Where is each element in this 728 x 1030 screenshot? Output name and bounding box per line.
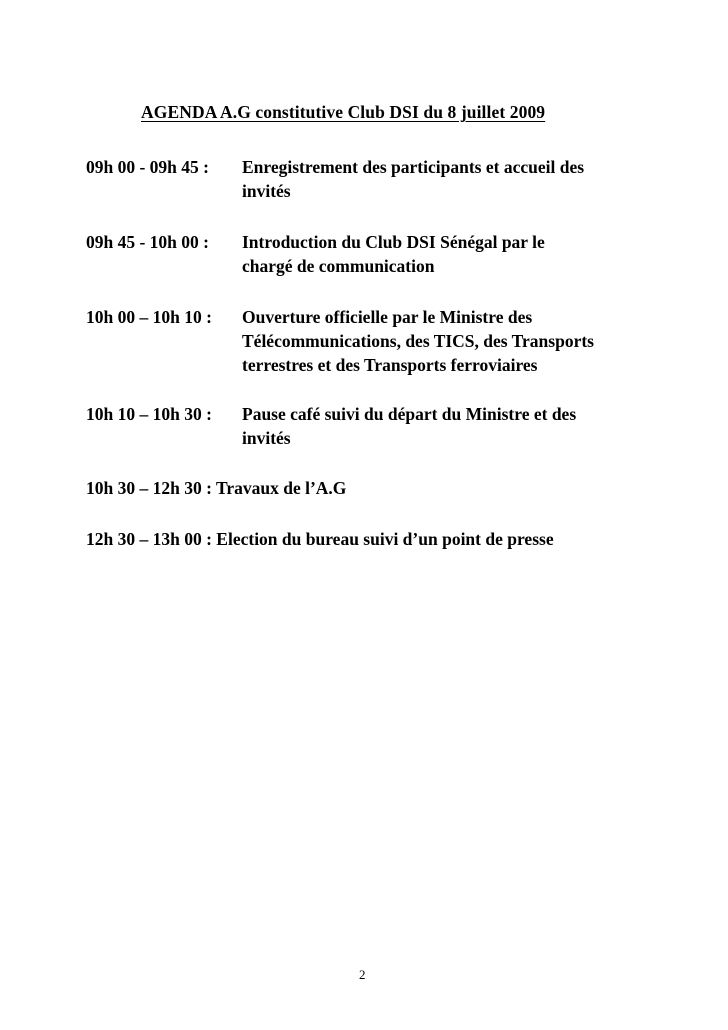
agenda-description <box>242 155 662 203</box>
agenda-line: Télécommunications, des TICS, des Transports <box>242 331 594 351</box>
agenda-line: invités <box>242 428 291 448</box>
agenda-description: Election du bureau suivi d’un point de presse <box>216 529 554 549</box>
agenda-description <box>242 230 662 278</box>
agenda-time: 10h 30 – 12h 30 : <box>86 478 212 498</box>
agenda-line: Ouverture officielle par le Ministre des <box>242 307 533 327</box>
agenda-time: 10h 10 – 10h 30 : <box>86 404 212 424</box>
agenda-line: invités <box>242 181 291 201</box>
agenda-line: Introduction du Club DSI Sénégal par le <box>242 232 545 252</box>
agenda-description: Travaux de l’A.G <box>215 478 347 498</box>
agenda-item <box>86 476 346 500</box>
agenda-description <box>242 305 662 377</box>
agenda-item <box>86 527 554 551</box>
agenda-description <box>242 402 662 450</box>
agenda-time: 10h 00 – 10h 10 : <box>86 307 212 327</box>
agenda-line: chargé de communication <box>242 256 435 276</box>
page-title: AGENDA A.G constitutive Club DSI du 8 juillet 2009 <box>141 102 546 122</box>
agenda-time: 09h 45 - 10h 00 : <box>86 232 209 252</box>
agenda-line: Pause café suivi du départ du Ministre et des <box>242 404 577 424</box>
page-number: 2 <box>359 967 366 982</box>
agenda-time: 12h 30 – 13h 00 : <box>86 529 212 549</box>
agenda-time: 09h 00 - 09h 45 : <box>86 157 209 177</box>
agenda-line: Enregistrement des participants et accueil des <box>242 157 585 177</box>
agenda-line: terrestres et des Transports ferroviaires <box>242 355 538 375</box>
